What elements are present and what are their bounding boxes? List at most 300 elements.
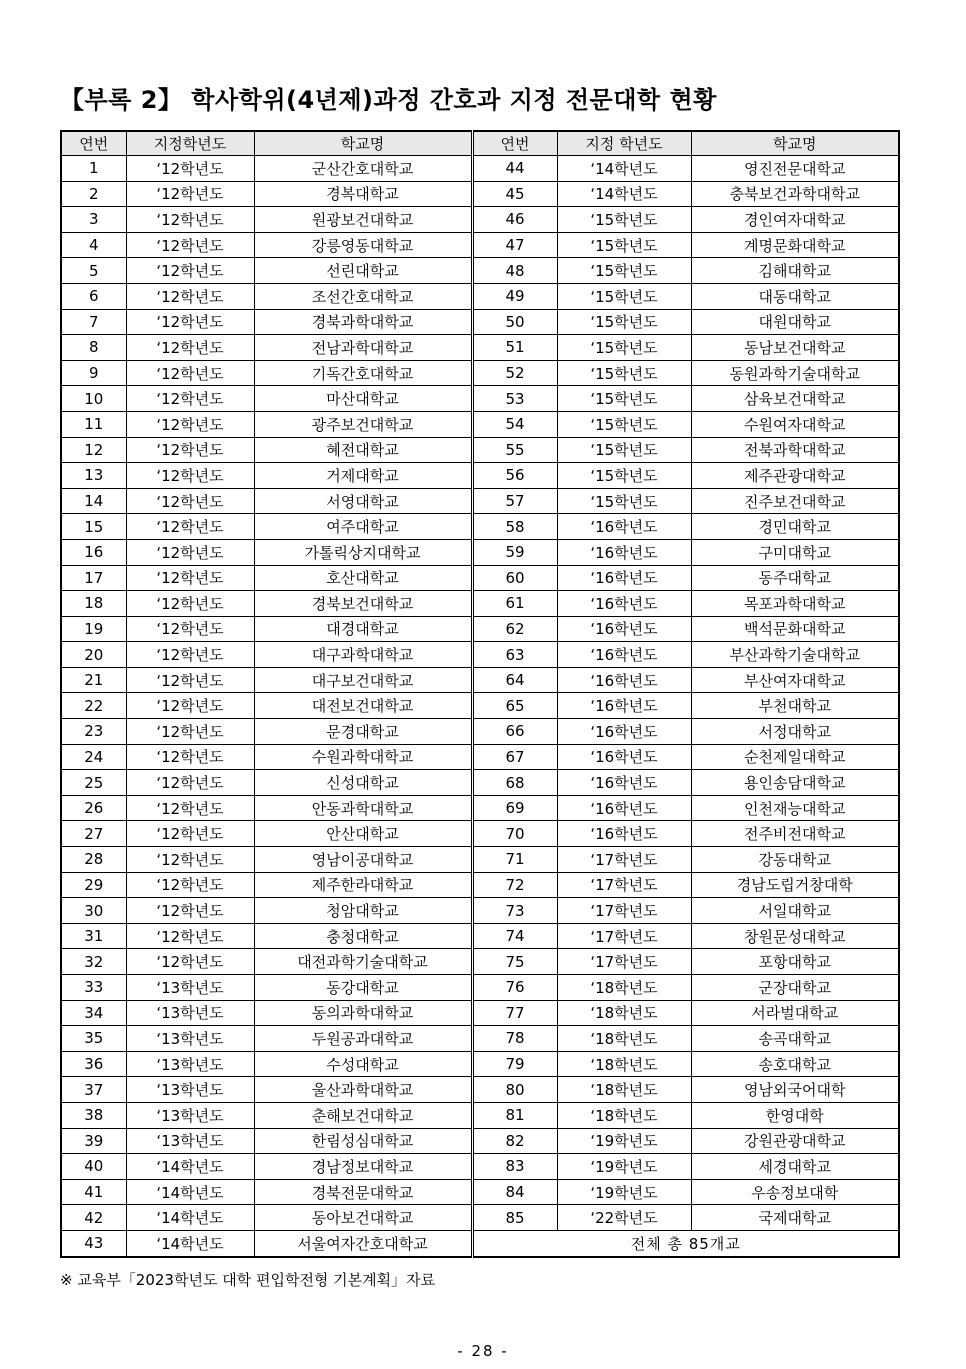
cell-no-left: 42 — [61, 1205, 126, 1231]
cell-no-left: 6 — [61, 283, 126, 309]
cell-school-left: 제주한라대학교 — [254, 872, 472, 898]
cell-year-right: ‘16학년도 — [557, 539, 691, 565]
cell-school-right: 김해대학교 — [691, 258, 899, 284]
cell-no-right: 79 — [472, 1051, 557, 1077]
cell-school-right: 용인송담대학교 — [691, 770, 899, 796]
cell-school-right: 충북보건과학대학교 — [691, 181, 899, 207]
cell-no-left: 30 — [61, 898, 126, 924]
cell-no-right: 85 — [472, 1205, 557, 1231]
cell-no-left: 18 — [61, 591, 126, 617]
cell-year-right: ‘18학년도 — [557, 1051, 691, 1077]
table-row — [61, 898, 899, 924]
cell-no-left: 13 — [61, 463, 126, 489]
cell-year-left: ‘12학년도 — [126, 898, 254, 924]
cell-school-left: 대경대학교 — [254, 616, 472, 642]
cell-year-left: ‘12학년도 — [126, 335, 254, 361]
cell-year-left: ‘12학년도 — [126, 181, 254, 207]
cell-no-right: 60 — [472, 565, 557, 591]
cell-year-left: ‘12학년도 — [126, 463, 254, 489]
cell-school-right: 인천재능대학교 — [691, 795, 899, 821]
header-school-right: 학교명 — [691, 131, 899, 156]
cell-year-left: ‘12학년도 — [126, 156, 254, 182]
cell-year-right: ‘17학년도 — [557, 872, 691, 898]
cell-school-right: 동원과학기술대학교 — [691, 360, 899, 386]
cell-year-left: ‘13학년도 — [126, 1051, 254, 1077]
cell-school-left: 신성대학교 — [254, 770, 472, 796]
cell-year-left: ‘12학년도 — [126, 719, 254, 745]
cell-no-right: 78 — [472, 1026, 557, 1052]
cell-school-left: 동아보건대학교 — [254, 1205, 472, 1231]
header-school-left: 학교명 — [254, 131, 472, 156]
cell-school-left: 경복대학교 — [254, 181, 472, 207]
cell-school-left: 청암대학교 — [254, 898, 472, 924]
cell-school-left: 원광보건대학교 — [254, 207, 472, 233]
cell-school-left: 춘해보건대학교 — [254, 1102, 472, 1128]
cell-no-left: 23 — [61, 719, 126, 745]
cell-year-left: ‘12학년도 — [126, 591, 254, 617]
cell-school-left: 동의과학대학교 — [254, 1000, 472, 1026]
total-count: 전체 총 85개교 — [472, 1230, 899, 1256]
cell-year-right: ‘18학년도 — [557, 1077, 691, 1103]
table-row — [61, 565, 899, 591]
cell-year-left: ‘12학년도 — [126, 847, 254, 873]
cell-year-right: ‘14학년도 — [557, 156, 691, 182]
cell-no-left: 2 — [61, 181, 126, 207]
cell-no-right: 71 — [472, 847, 557, 873]
cell-no-right: 75 — [472, 949, 557, 975]
cell-school-left: 기독간호대학교 — [254, 360, 472, 386]
cell-school-left: 충청대학교 — [254, 923, 472, 949]
cell-school-left: 문경대학교 — [254, 719, 472, 745]
cell-no-left: 29 — [61, 872, 126, 898]
cell-school-right: 전북과학대학교 — [691, 437, 899, 463]
cell-no-left: 16 — [61, 539, 126, 565]
cell-year-left: ‘12학년도 — [126, 514, 254, 540]
table-row — [61, 1051, 899, 1077]
cell-school-right: 강원관광대학교 — [691, 1128, 899, 1154]
cell-year-right: ‘16학년도 — [557, 693, 691, 719]
cell-no-right: 74 — [472, 923, 557, 949]
table-row — [61, 872, 899, 898]
cell-year-left: ‘12학년도 — [126, 770, 254, 796]
table-row — [61, 616, 899, 642]
cell-year-right: ‘15학년도 — [557, 283, 691, 309]
cell-year-left: ‘12학년도 — [126, 744, 254, 770]
table-row — [61, 1000, 899, 1026]
cell-year-right: ‘17학년도 — [557, 847, 691, 873]
cell-school-left: 안산대학교 — [254, 821, 472, 847]
table-body — [61, 156, 899, 1257]
cell-school-left: 호산대학교 — [254, 565, 472, 591]
cell-school-right: 영남외국어대학 — [691, 1077, 899, 1103]
cell-school-left: 선린대학교 — [254, 258, 472, 284]
cell-no-right: 58 — [472, 514, 557, 540]
cell-year-left: ‘12학년도 — [126, 667, 254, 693]
cell-year-right: ‘15학년도 — [557, 335, 691, 361]
cell-school-left: 경북전문대학교 — [254, 1179, 472, 1205]
cell-year-right: ‘17학년도 — [557, 898, 691, 924]
cell-year-right: ‘16학년도 — [557, 821, 691, 847]
cell-year-right: ‘18학년도 — [557, 1026, 691, 1052]
cell-no-right: 80 — [472, 1077, 557, 1103]
cell-no-left: 20 — [61, 642, 126, 668]
cell-school-right: 진주보건대학교 — [691, 488, 899, 514]
cell-no-right: 46 — [472, 207, 557, 233]
cell-no-left: 11 — [61, 411, 126, 437]
cell-no-left: 43 — [61, 1230, 126, 1256]
cell-no-right: 51 — [472, 335, 557, 361]
cell-no-left: 7 — [61, 309, 126, 335]
cell-year-right: ‘16학년도 — [557, 514, 691, 540]
cell-no-left: 26 — [61, 795, 126, 821]
cell-year-left: ‘12학년도 — [126, 872, 254, 898]
header-no-right: 연번 — [472, 131, 557, 156]
cell-year-right: ‘15학년도 — [557, 437, 691, 463]
table-row — [61, 1230, 899, 1256]
cell-year-left: ‘14학년도 — [126, 1205, 254, 1231]
table-row — [61, 642, 899, 668]
cell-year-right: ‘16학년도 — [557, 744, 691, 770]
cell-year-left: ‘12학년도 — [126, 693, 254, 719]
cell-year-right: ‘19학년도 — [557, 1128, 691, 1154]
cell-school-left: 거제대학교 — [254, 463, 472, 489]
cell-school-left: 서영대학교 — [254, 488, 472, 514]
table-row — [61, 463, 899, 489]
table-row — [61, 693, 899, 719]
cell-school-right: 경남도립거창대학 — [691, 872, 899, 898]
cell-no-right: 67 — [472, 744, 557, 770]
cell-no-left: 32 — [61, 949, 126, 975]
table-row — [61, 335, 899, 361]
cell-year-left: ‘12학년도 — [126, 258, 254, 284]
cell-school-right: 강동대학교 — [691, 847, 899, 873]
cell-no-left: 37 — [61, 1077, 126, 1103]
cell-school-right: 부천대학교 — [691, 693, 899, 719]
cell-no-left: 34 — [61, 1000, 126, 1026]
cell-no-right: 47 — [472, 232, 557, 258]
cell-school-right: 국제대학교 — [691, 1205, 899, 1231]
cell-no-right: 73 — [472, 898, 557, 924]
cell-no-left: 39 — [61, 1128, 126, 1154]
cell-school-right: 전주비전대학교 — [691, 821, 899, 847]
cell-school-left: 마산대학교 — [254, 386, 472, 412]
cell-no-right: 72 — [472, 872, 557, 898]
cell-no-right: 82 — [472, 1128, 557, 1154]
cell-school-left: 영남이공대학교 — [254, 847, 472, 873]
table-row — [61, 795, 899, 821]
cell-no-right: 56 — [472, 463, 557, 489]
table-row — [61, 156, 899, 182]
table-row — [61, 283, 899, 309]
cell-no-right: 76 — [472, 975, 557, 1001]
cell-school-left: 대전과학기술대학교 — [254, 949, 472, 975]
cell-school-left: 강릉영동대학교 — [254, 232, 472, 258]
table-row — [61, 975, 899, 1001]
cell-school-right: 목포과학대학교 — [691, 591, 899, 617]
cell-no-right: 52 — [472, 360, 557, 386]
cell-no-left: 25 — [61, 770, 126, 796]
cell-no-left: 4 — [61, 232, 126, 258]
table-row — [61, 181, 899, 207]
cell-no-left: 40 — [61, 1154, 126, 1180]
cell-year-left: ‘12학년도 — [126, 949, 254, 975]
table-row — [61, 591, 899, 617]
cell-year-left: ‘12학년도 — [126, 565, 254, 591]
cell-school-left: 군산간호대학교 — [254, 156, 472, 182]
cell-year-right: ‘16학년도 — [557, 616, 691, 642]
cell-no-right: 53 — [472, 386, 557, 412]
cell-no-left: 1 — [61, 156, 126, 182]
page-number: - 28 - — [457, 1342, 509, 1360]
table-row — [61, 847, 899, 873]
table-row — [61, 1026, 899, 1052]
table-row — [61, 360, 899, 386]
cell-no-right: 55 — [472, 437, 557, 463]
cell-no-left: 3 — [61, 207, 126, 233]
cell-no-left: 35 — [61, 1026, 126, 1052]
cell-no-left: 21 — [61, 667, 126, 693]
cell-year-right: ‘15학년도 — [557, 411, 691, 437]
cell-year-left: ‘13학년도 — [126, 1000, 254, 1026]
table-row — [61, 488, 899, 514]
cell-no-left: 12 — [61, 437, 126, 463]
cell-school-right: 제주관광대학교 — [691, 463, 899, 489]
cell-year-right: ‘17학년도 — [557, 923, 691, 949]
cell-school-left: 조선간호대학교 — [254, 283, 472, 309]
cell-school-right: 부산여자대학교 — [691, 667, 899, 693]
cell-no-left: 9 — [61, 360, 126, 386]
cell-school-right: 백석문화대학교 — [691, 616, 899, 642]
cell-no-right: 64 — [472, 667, 557, 693]
cell-school-right: 서라벌대학교 — [691, 1000, 899, 1026]
cell-year-left: ‘12학년도 — [126, 795, 254, 821]
cell-school-left: 두원공과대학교 — [254, 1026, 472, 1052]
cell-no-right: 84 — [472, 1179, 557, 1205]
table-row — [61, 258, 899, 284]
cell-year-right: ‘16학년도 — [557, 642, 691, 668]
cell-school-left: 동강대학교 — [254, 975, 472, 1001]
cell-year-right: ‘19학년도 — [557, 1179, 691, 1205]
cell-year-left: ‘13학년도 — [126, 1102, 254, 1128]
cell-no-right: 66 — [472, 719, 557, 745]
table-row — [61, 949, 899, 975]
cell-school-right: 순천제일대학교 — [691, 744, 899, 770]
cell-school-left: 대구과학대학교 — [254, 642, 472, 668]
cell-school-left: 서울여자간호대학교 — [254, 1230, 472, 1256]
cell-school-right: 창원문성대학교 — [691, 923, 899, 949]
cell-no-right: 68 — [472, 770, 557, 796]
table-row — [61, 309, 899, 335]
table-row — [61, 770, 899, 796]
cell-no-right: 57 — [472, 488, 557, 514]
table-row — [61, 1154, 899, 1180]
cell-no-left: 36 — [61, 1051, 126, 1077]
cell-no-right: 49 — [472, 283, 557, 309]
cell-no-left: 10 — [61, 386, 126, 412]
cell-year-right: ‘14학년도 — [557, 181, 691, 207]
cell-year-left: ‘14학년도 — [126, 1154, 254, 1180]
header-no-left: 연번 — [61, 131, 126, 156]
cell-year-left: ‘12학년도 — [126, 283, 254, 309]
cell-year-left: ‘12학년도 — [126, 539, 254, 565]
cell-school-right: 삼육보건대학교 — [691, 386, 899, 412]
cell-school-left: 대구보건대학교 — [254, 667, 472, 693]
cell-no-left: 15 — [61, 514, 126, 540]
cell-year-right: ‘15학년도 — [557, 309, 691, 335]
table-row — [61, 1102, 899, 1128]
cell-year-right: ‘22학년도 — [557, 1205, 691, 1231]
cell-school-left: 경북과학대학교 — [254, 309, 472, 335]
cell-year-left: ‘12학년도 — [126, 616, 254, 642]
cell-school-right: 수원여자대학교 — [691, 411, 899, 437]
cell-school-left: 수성대학교 — [254, 1051, 472, 1077]
cell-school-right: 송곡대학교 — [691, 1026, 899, 1052]
cell-no-left: 14 — [61, 488, 126, 514]
cell-year-right: ‘15학년도 — [557, 232, 691, 258]
cell-school-right: 계명문화대학교 — [691, 232, 899, 258]
table-row — [61, 1128, 899, 1154]
cell-school-left: 여주대학교 — [254, 514, 472, 540]
table-row — [61, 667, 899, 693]
cell-year-right: ‘15학년도 — [557, 258, 691, 284]
cell-school-left: 경남정보대학교 — [254, 1154, 472, 1180]
cell-school-right: 서일대학교 — [691, 898, 899, 924]
table-row — [61, 232, 899, 258]
cell-school-right: 우송정보대학 — [691, 1179, 899, 1205]
cell-no-right: 63 — [472, 642, 557, 668]
cell-year-left: ‘12학년도 — [126, 923, 254, 949]
cell-school-right: 경민대학교 — [691, 514, 899, 540]
cell-no-right: 50 — [472, 309, 557, 335]
table-row — [61, 411, 899, 437]
cell-year-right: ‘18학년도 — [557, 975, 691, 1001]
table-row — [61, 514, 899, 540]
cell-school-right: 서정대학교 — [691, 719, 899, 745]
header-year-left: 지정학년도 — [126, 131, 254, 156]
cell-school-right: 포항대학교 — [691, 949, 899, 975]
cell-no-right: 48 — [472, 258, 557, 284]
cell-school-right: 경인여자대학교 — [691, 207, 899, 233]
cell-no-left: 5 — [61, 258, 126, 284]
cell-year-left: ‘12학년도 — [126, 642, 254, 668]
cell-no-left: 8 — [61, 335, 126, 361]
table-row — [61, 1205, 899, 1231]
cell-year-left: ‘12학년도 — [126, 207, 254, 233]
cell-year-right: ‘16학년도 — [557, 667, 691, 693]
table-row — [61, 437, 899, 463]
cell-school-left: 경북보건대학교 — [254, 591, 472, 617]
cell-no-right: 62 — [472, 616, 557, 642]
source-note: ※ 교육부「2023학년도 대학 편입학전형 기본계획」자료 — [60, 1271, 436, 1289]
cell-no-right: 77 — [472, 1000, 557, 1026]
cell-school-right: 동남보건대학교 — [691, 335, 899, 361]
cell-school-left: 광주보건대학교 — [254, 411, 472, 437]
cell-year-right: ‘15학년도 — [557, 386, 691, 412]
cell-no-right: 44 — [472, 156, 557, 182]
cell-no-left: 17 — [61, 565, 126, 591]
table-row — [61, 1179, 899, 1205]
table-row — [61, 744, 899, 770]
cell-school-left: 울산과학대학교 — [254, 1077, 472, 1103]
page-title: 【부록 2】 학사학위(4년제)과정 간호과 지정 전문대학 현황 — [60, 86, 717, 114]
cell-year-right: ‘17학년도 — [557, 949, 691, 975]
cell-no-left: 28 — [61, 847, 126, 873]
cell-no-right: 45 — [472, 181, 557, 207]
table-row — [61, 923, 899, 949]
cell-school-right: 한영대학 — [691, 1102, 899, 1128]
cell-school-right: 대동대학교 — [691, 283, 899, 309]
cell-year-right: ‘18학년도 — [557, 1102, 691, 1128]
cell-no-left: 19 — [61, 616, 126, 642]
cell-school-right: 구미대학교 — [691, 539, 899, 565]
cell-year-left: ‘13학년도 — [126, 1026, 254, 1052]
cell-school-left: 혜전대학교 — [254, 437, 472, 463]
cell-no-left: 22 — [61, 693, 126, 719]
cell-school-left: 수원과학대학교 — [254, 744, 472, 770]
table-row — [61, 821, 899, 847]
cell-no-right: 54 — [472, 411, 557, 437]
cell-school-right: 동주대학교 — [691, 565, 899, 591]
cell-year-left: ‘12학년도 — [126, 386, 254, 412]
cell-no-right: 83 — [472, 1154, 557, 1180]
cell-year-right: ‘16학년도 — [557, 719, 691, 745]
table-row — [61, 1077, 899, 1103]
cell-year-left: ‘12학년도 — [126, 488, 254, 514]
cell-year-left: ‘12학년도 — [126, 821, 254, 847]
cell-no-left: 33 — [61, 975, 126, 1001]
cell-school-right: 군장대학교 — [691, 975, 899, 1001]
cell-year-left: ‘13학년도 — [126, 1077, 254, 1103]
cell-year-left: ‘12학년도 — [126, 309, 254, 335]
cell-school-left: 안동과학대학교 — [254, 795, 472, 821]
cell-year-right: ‘16학년도 — [557, 591, 691, 617]
cell-year-right: ‘16학년도 — [557, 770, 691, 796]
cell-no-right: 69 — [472, 795, 557, 821]
cell-year-left: ‘12학년도 — [126, 411, 254, 437]
cell-year-left: ‘12학년도 — [126, 437, 254, 463]
cell-school-right: 대원대학교 — [691, 309, 899, 335]
cell-no-left: 38 — [61, 1102, 126, 1128]
cell-year-right: ‘18학년도 — [557, 1000, 691, 1026]
table-row — [61, 719, 899, 745]
cell-year-left: ‘14학년도 — [126, 1230, 254, 1256]
header-row — [61, 131, 899, 156]
cell-year-left: ‘13학년도 — [126, 975, 254, 1001]
cell-year-right: ‘16학년도 — [557, 565, 691, 591]
cell-school-right: 송호대학교 — [691, 1051, 899, 1077]
cell-school-right: 부산과학기술대학교 — [691, 642, 899, 668]
cell-year-left: ‘12학년도 — [126, 232, 254, 258]
cell-no-right: 61 — [472, 591, 557, 617]
cell-school-left: 한림성심대학교 — [254, 1128, 472, 1154]
cell-year-right: ‘15학년도 — [557, 207, 691, 233]
cell-no-right: 65 — [472, 693, 557, 719]
cell-year-left: ‘13학년도 — [126, 1128, 254, 1154]
cell-no-right: 81 — [472, 1102, 557, 1128]
cell-school-left: 가톨릭상지대학교 — [254, 539, 472, 565]
cell-no-right: 70 — [472, 821, 557, 847]
cell-school-left: 대전보건대학교 — [254, 693, 472, 719]
cell-year-right: ‘16학년도 — [557, 795, 691, 821]
table-row — [61, 539, 899, 565]
cell-year-right: ‘15학년도 — [557, 463, 691, 489]
table-row — [61, 207, 899, 233]
cell-no-left: 31 — [61, 923, 126, 949]
cell-school-left: 전남과학대학교 — [254, 335, 472, 361]
cell-year-right: ‘15학년도 — [557, 488, 691, 514]
cell-year-right: ‘19학년도 — [557, 1154, 691, 1180]
cell-no-left: 27 — [61, 821, 126, 847]
